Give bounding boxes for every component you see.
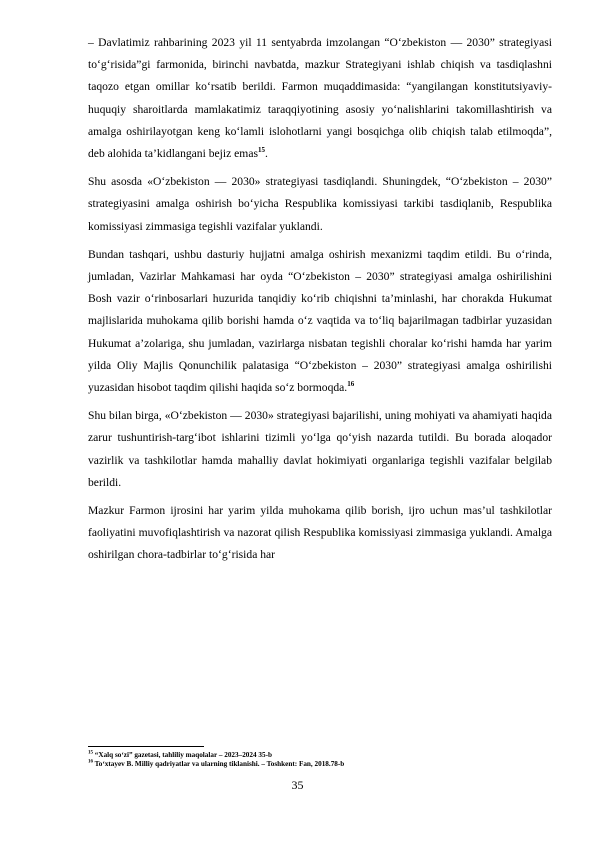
footnote-separator: [88, 746, 204, 747]
footnote-ref-16: 16: [347, 380, 355, 389]
paragraph-3-text: Bundan tashqari, ushbu dasturiy hujjatni amalga oshirish mexanizmi taqdim etildi. Bu o‘rinda, jumladan, Vazirlar Mahkamasi har oyda “O‘zbekiston – 2030” strategiyasi amalga oshirilishini Bosh vazir o‘rinbosarlari huzurida tanqidiy ko‘rib chiqishni ta’minlashi, har chorakda Hukumat majlislarida muhokama qilib borishi hamda o‘z vaqtida va to‘liq bajarilmagan tadbirlar yuzasidan Hukumat a’zolariga, shu jumladan, vazirlarga nisbatan tegishli choralar ko‘rishi hamda har yarim yilda Oliy Majlis Qonunchilik palatasiga “O‘zbekiston – 2030” strategiyasi amalga oshirilishi yuzasidan hisobot taqdim qilishi haqida so‘z bormoqda.: [88, 247, 552, 395]
paragraph-1: [88, 32, 552, 165]
footnotes: [88, 751, 552, 769]
paragraph-4: Shu bilan birga, «O‘zbekiston — 2030» strategiyasi bajarilishi, uning mohiyati va ahamiyati haqida zarur tushuntirish-targ‘ibot ishlarini tizimli yo‘lga qo‘yish nazarda tutildi. Bu borada aloqador vazirlik va tashkilotlar hamda mahalliy davlat hokimiyati organlariga tegishli vazifalar belgilab berildi.: [88, 409, 552, 489]
paragraph-1-text: – Davlatimiz rahbarining 2023 yil 11 sentyabrda imzolangan “O‘zbekiston — 2030” strategiyasi to‘g‘risida”gi farmonida, birinchi navbatda, mazkur Strategiyani ishlab chiqish va tasdiqlashni taqozo etgan omillar ko‘rsatib berildi. Farmon muqaddimasida: “yangilangan konstitutsiyaviy-huquqiy sharoitlarda mamlakatimiz taraqqiyotining asosiy yo‘nalishlarini takomillashtirish va amalga oshirilayotgan keng ko‘lamli islohotlarni yangi bosqichga olib chiqish talab etilmoqda”, deb alohida ta’kidlangani bejiz emas: [88, 36, 552, 161]
page-number: 35: [291, 778, 304, 792]
footnote-15: [88, 751, 552, 760]
footnote-15-number: 15: [88, 750, 93, 756]
paragraph-2: Shu asosda «O‘zbekiston — 2030» strategiyasi tasdiqlandi. Shuningdek, “O‘zbekiston – 2030” strategiyasini amalga oshirish bo‘yicha Respublika komissiyasi tarkibi tasdiqlanib, Respublika komissiyasi zimmasiga tegishli vazifalar yuklandi.: [88, 175, 552, 233]
paragraph-5: Mazkur Farmon ijrosini har yarim yilda muhokama qilib borish, ijro uchun mas’ul tashkilotlar faoliyatini muvofiqlashtirish va nazorat qilish Respublika komissiyasi zimmasiga yuklandi. Amalga oshirilgan chora-tadbirlar to‘g‘risida har: [88, 504, 552, 562]
footnote-16-number: 16: [88, 759, 93, 765]
footnote-15-text: “Xalq so‘zi” gazetasi, tahliliy maqolalar – 2023–2024 35-b: [93, 751, 272, 759]
footnote-ref-15: 15: [257, 146, 265, 155]
paragraph-1-end: .: [264, 147, 268, 161]
body-text: [88, 32, 552, 573]
footnote-16: [88, 760, 552, 769]
footnote-16-text: To‘xtayev B. Milliy qadriyatlar va ularning tiklanishi. – Toshkent: Fan, 2018.78-b: [93, 760, 345, 768]
paragraph-3: [88, 244, 552, 399]
